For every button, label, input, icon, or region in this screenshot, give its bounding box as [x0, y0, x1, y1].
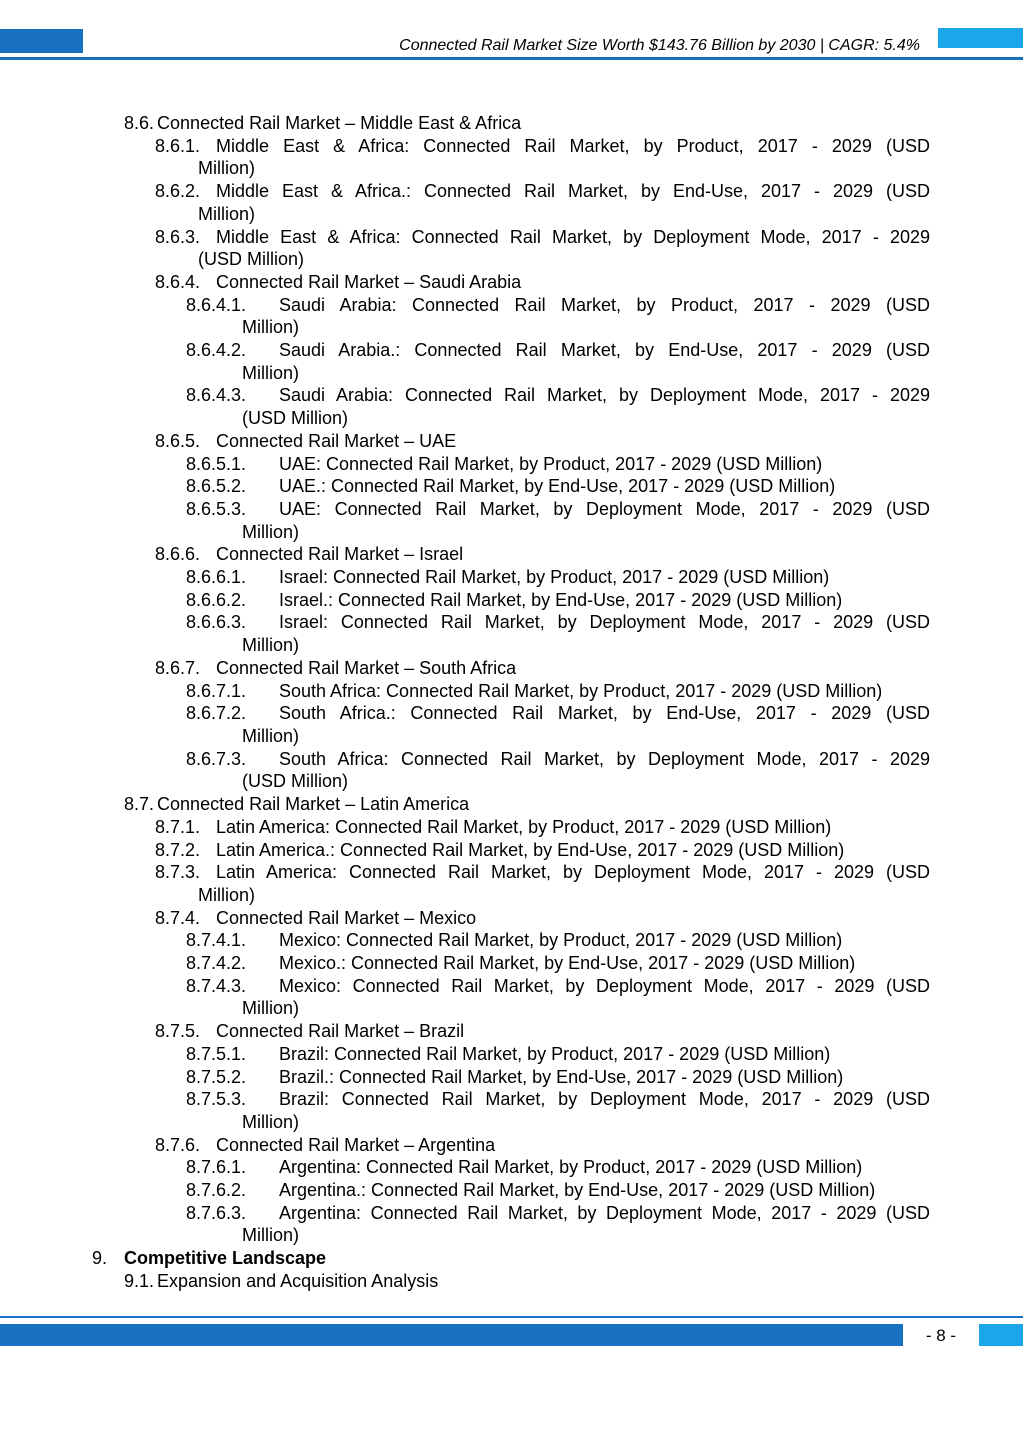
toc-entry-number: 8.7.4.2.: [186, 953, 247, 974]
toc-entry-title: [216, 839, 930, 862]
toc-entry-number: 8.6.7.2.: [186, 703, 247, 724]
toc-entry-title-continuation: Million): [242, 1225, 300, 1246]
toc-entry-number: 8.6.6.3.: [186, 612, 247, 633]
toc-entry-title: [216, 657, 930, 680]
toc-entry[interactable]: [0, 793, 1023, 816]
toc-entry-title-line: Brazil: Connected Rail Market, by Product, 2017 - 2029 (USD Million): [279, 1043, 831, 1064]
toc-entry[interactable]: [0, 475, 1023, 498]
toc-entry-number: 8.6.1.: [155, 135, 201, 156]
toc-entry-title: [279, 952, 930, 975]
toc-entry-title: [279, 589, 930, 612]
toc-entry[interactable]: [0, 680, 1023, 703]
toc-entry-title-continuation: (USD Million): [198, 249, 305, 270]
toc-entry-title: [216, 907, 930, 930]
toc-entry-title-line: Saudi Arabia: Connected Rail Market, by Deployment Mode, 2017 - 2029: [279, 385, 930, 406]
toc-entry-title: [279, 453, 930, 476]
header-accent-right: [938, 28, 1023, 48]
toc-entry-number: 8.6.5.3.: [186, 498, 247, 519]
toc-entry-title-line: Brazil: Connected Rail Market, by Deployment Mode, 2017 - 2029 (USD: [279, 1089, 930, 1110]
toc-entry-title-line: Connected Rail Market – Mexico: [216, 907, 477, 928]
toc-entry-title-line: Connected Rail Market – UAE: [216, 430, 457, 451]
toc-entry-number: 8.7.5.3.: [186, 1089, 247, 1110]
toc-entry-title-line: Mexico: Connected Rail Market, by Product, 2017 - 2029 (USD Million): [279, 930, 843, 951]
toc-entry[interactable]: [0, 339, 1023, 384]
toc-entry-number: 8.6.4.: [155, 271, 201, 292]
toc-entry[interactable]: [0, 1066, 1023, 1089]
toc-entry[interactable]: [0, 1020, 1023, 1043]
toc-entry-title: [242, 702, 930, 747]
toc-entry[interactable]: [0, 271, 1023, 294]
toc-entry-number: 8.7.4.: [155, 907, 201, 928]
toc-entry[interactable]: [0, 1202, 1023, 1247]
toc-entry-title: [279, 929, 930, 952]
toc-entry-number: 8.7.3.: [155, 862, 201, 883]
toc-entry-title: [242, 748, 930, 793]
toc-entry-number: 8.6.6.: [155, 544, 201, 565]
toc-entry-title-line: Argentina.: Connected Rail Market, by End-Use, 2017 - 2029 (USD Million): [279, 1180, 876, 1201]
toc-entry[interactable]: [0, 430, 1023, 453]
toc-entry-title: [242, 498, 930, 543]
footer-accent-bar: [0, 1324, 903, 1346]
toc-entry-title-continuation: (USD Million): [242, 771, 349, 792]
toc-entry-title-continuation: Million): [242, 1111, 300, 1132]
table-of-contents: [0, 112, 1023, 1293]
toc-entry-title: [242, 975, 930, 1020]
page-number: - 8 -: [925, 1326, 957, 1345]
toc-entry-title-line: Argentina: Connected Rail Market, by Deployment Mode, 2017 - 2029 (USD: [279, 1202, 930, 1223]
toc-entry-number: 8.6.5.1.: [186, 453, 247, 474]
toc-entry-title: [242, 339, 930, 384]
toc-entry-title-line: Israel: Connected Rail Market, by Deployment Mode, 2017 - 2029 (USD: [279, 612, 930, 633]
toc-entry-title-line: Connected Rail Market – South Africa: [216, 657, 517, 678]
toc-entry[interactable]: [0, 1247, 1023, 1270]
toc-entry-number: 9.: [92, 1248, 108, 1269]
toc-entry[interactable]: [0, 498, 1023, 543]
toc-entry[interactable]: [0, 907, 1023, 930]
toc-entry-number: 8.6.2.: [155, 181, 201, 202]
toc-entry-title-continuation: (USD Million): [242, 408, 349, 429]
toc-entry[interactable]: [0, 611, 1023, 656]
toc-entry[interactable]: [0, 135, 1023, 180]
toc-entry-title: [216, 271, 930, 294]
toc-entry-title: [216, 430, 930, 453]
toc-entry[interactable]: [0, 1270, 1023, 1293]
footer-accent-right: [979, 1324, 1023, 1346]
toc-entry-number: 8.6.7.3.: [186, 748, 247, 769]
toc-entry-title-line: Saudi Arabia: Connected Rail Market, by Product, 2017 - 2029 (USD: [279, 294, 930, 315]
toc-entry-title: [242, 384, 930, 429]
toc-entry[interactable]: [0, 294, 1023, 339]
toc-entry[interactable]: [0, 975, 1023, 1020]
toc-entry-title: [279, 1179, 930, 1202]
toc-entry-number: 8.6.4.1.: [186, 294, 247, 315]
toc-entry-number: 8.7.6.1.: [186, 1157, 247, 1178]
toc-entry-title: [279, 566, 930, 589]
toc-entry-title: [279, 680, 930, 703]
toc-entry-title: [216, 816, 930, 839]
toc-entry-title-line: UAE: Connected Rail Market, by Product, 2017 - 2029 (USD Million): [279, 453, 823, 474]
toc-entry-title-continuation: Million): [242, 725, 300, 746]
toc-entry[interactable]: [0, 543, 1023, 566]
toc-entry[interactable]: [0, 1088, 1023, 1133]
toc-entry-number: 8.7.: [124, 794, 155, 815]
toc-entry[interactable]: [0, 748, 1023, 793]
toc-entry-title-continuation: Million): [242, 362, 300, 383]
toc-entry-number: 8.6.5.2.: [186, 476, 247, 497]
toc-entry-title-line: Brazil.: Connected Rail Market, by End-Use, 2017 - 2029 (USD Million): [279, 1066, 844, 1087]
toc-entry[interactable]: [0, 816, 1023, 839]
toc-entry-title-line: Mexico: Connected Rail Market, by Deployment Mode, 2017 - 2029 (USD: [279, 975, 930, 996]
toc-entry-title: [242, 1202, 930, 1247]
toc-entry[interactable]: [0, 1179, 1023, 1202]
toc-entry-number: 8.6.: [124, 113, 155, 133]
toc-entry-title-continuation: Million): [242, 998, 300, 1019]
toc-entry-title-line: South Africa.: Connected Rail Market, by End-Use, 2017 - 2029 (USD: [279, 703, 930, 724]
toc-entry-title-line: Latin America: Connected Rail Market, by Deployment Mode, 2017 - 2029 (USD: [216, 862, 930, 883]
toc-entry-number: 8.7.2.: [155, 839, 201, 860]
toc-entry-title-continuation: Million): [198, 884, 256, 905]
toc-entry-title: [198, 861, 930, 906]
toc-entry-title: Connected Rail Market – Latin America: [157, 794, 470, 815]
toc-entry-title-continuation: Million): [242, 521, 300, 542]
toc-entry-title: [198, 226, 930, 271]
toc-entry-number: 8.7.6.2.: [186, 1180, 247, 1201]
toc-entry[interactable]: [0, 702, 1023, 747]
toc-entry[interactable]: [0, 589, 1023, 612]
toc-entry-number: 8.7.6.: [155, 1134, 201, 1155]
toc-entry-number: 8.7.5.1.: [186, 1043, 247, 1064]
toc-entry-title-line: Saudi Arabia.: Connected Rail Market, by End-Use, 2017 - 2029 (USD: [279, 340, 930, 361]
toc-entry-title: [242, 294, 930, 339]
toc-entry-title-line: Middle East & Africa: Connected Rail Market, by Product, 2017 - 2029 (USD: [216, 135, 930, 156]
toc-entry[interactable]: [0, 861, 1023, 906]
toc-entry[interactable]: [0, 1134, 1023, 1157]
toc-entry[interactable]: [0, 952, 1023, 975]
toc-entry-number: 8.7.4.3.: [186, 975, 247, 996]
toc-entry-title-line: Latin America.: Connected Rail Market, by End-Use, 2017 - 2029 (USD Million): [216, 839, 845, 860]
toc-entry-number: 8.7.6.3.: [186, 1202, 247, 1223]
toc-entry-number: 8.7.5.2.: [186, 1066, 247, 1087]
toc-entry-title-line: South Africa: Connected Rail Market, by Product, 2017 - 2029 (USD Million): [279, 680, 883, 701]
toc-entry-title-line: Israel: Connected Rail Market, by Product, 2017 - 2029 (USD Million): [279, 567, 830, 588]
toc-entry-number: 9.1.: [124, 1270, 155, 1291]
toc-entry-title-line: Latin America: Connected Rail Market, by Product, 2017 - 2029 (USD Million): [216, 816, 832, 837]
page-header-title: Connected Rail Market Size Worth $143.76 Billion by 2030 | CAGR: 5.4%: [399, 37, 920, 54]
toc-entry-title: [279, 1156, 930, 1179]
toc-entry-number: 8.6.3.: [155, 226, 201, 247]
toc-entry-title-continuation: Million): [198, 158, 256, 179]
toc-entry-title-line: Connected Rail Market – Argentina: [216, 1134, 496, 1155]
toc-entry-title: Expansion and Acquisition Analysis: [157, 1270, 439, 1291]
toc-entry-title: [216, 1020, 930, 1043]
toc-entry-title-line: South Africa: Connected Rail Market, by Deployment Mode, 2017 - 2029: [279, 748, 930, 769]
toc-entry-title: Competitive Landscape: [124, 1248, 327, 1269]
toc-entry[interactable]: [0, 180, 1023, 225]
toc-entry-title-line: Middle East & Africa.: Connected Rail Market, by End-Use, 2017 - 2029 (USD: [216, 181, 930, 202]
toc-entry-number: 8.6.4.2.: [186, 340, 247, 361]
toc-entry-title: [242, 611, 930, 656]
toc-entry-title: [198, 180, 930, 225]
toc-entry-title: [216, 1134, 930, 1157]
toc-entry-title-line: Connected Rail Market – Saudi Arabia: [216, 271, 522, 292]
toc-entry-title: [279, 1043, 930, 1066]
toc-entry-number: 8.6.4.3.: [186, 385, 247, 406]
toc-entry-title: [216, 543, 930, 566]
toc-entry[interactable]: [0, 112, 1023, 135]
toc-entry-number: 8.7.5.: [155, 1021, 201, 1042]
toc-entry[interactable]: [0, 929, 1023, 952]
toc-entry[interactable]: [0, 839, 1023, 862]
header-rule: [0, 57, 1023, 60]
toc-entry-title-continuation: Million): [242, 635, 300, 656]
toc-entry-title: Connected Rail Market – Middle East & Africa: [157, 113, 522, 133]
toc-entry-number: 8.7.1.: [155, 816, 201, 837]
toc-entry-title-line: Argentina: Connected Rail Market, by Product, 2017 - 2029 (USD Million): [279, 1157, 863, 1178]
footer-rule: [0, 1316, 1023, 1318]
toc-entry-title-line: Middle East & Africa: Connected Rail Market, by Deployment Mode, 2017 - 2029: [216, 226, 930, 247]
toc-entry-title: [279, 1066, 930, 1089]
toc-entry[interactable]: [0, 453, 1023, 476]
toc-entry-number: 8.6.7.: [155, 657, 201, 678]
toc-entry-title-continuation: Million): [198, 203, 256, 224]
toc-entry-title-line: Connected Rail Market – Brazil: [216, 1021, 465, 1042]
toc-entry[interactable]: [0, 226, 1023, 271]
toc-entry-title-continuation: Million): [242, 317, 300, 338]
toc-entry-number: 8.6.7.1.: [186, 680, 247, 701]
toc-entry-title-line: UAE.: Connected Rail Market, by End-Use, 2017 - 2029 (USD Million): [279, 476, 836, 497]
toc-entry[interactable]: [0, 657, 1023, 680]
toc-entry-number: 8.6.6.1.: [186, 567, 247, 588]
toc-entry[interactable]: [0, 1043, 1023, 1066]
toc-entry-title: [279, 475, 930, 498]
toc-entry[interactable]: [0, 566, 1023, 589]
toc-entry-number: 8.6.6.2.: [186, 589, 247, 610]
toc-entry[interactable]: [0, 1156, 1023, 1179]
toc-entry-title: [198, 135, 930, 180]
toc-entry-title: [242, 1088, 930, 1133]
toc-entry[interactable]: [0, 384, 1023, 429]
toc-entry-title-line: Israel.: Connected Rail Market, by End-Use, 2017 - 2029 (USD Million): [279, 589, 843, 610]
toc-entry-title-line: UAE: Connected Rail Market, by Deployment Mode, 2017 - 2029 (USD: [279, 498, 930, 519]
toc-entry-number: 8.7.4.1.: [186, 930, 247, 951]
toc-entry-number: 8.6.5.: [155, 430, 201, 451]
toc-entry-title-line: Connected Rail Market – Israel: [216, 544, 464, 565]
toc-entry-title-line: Mexico.: Connected Rail Market, by End-Use, 2017 - 2029 (USD Million): [279, 953, 856, 974]
